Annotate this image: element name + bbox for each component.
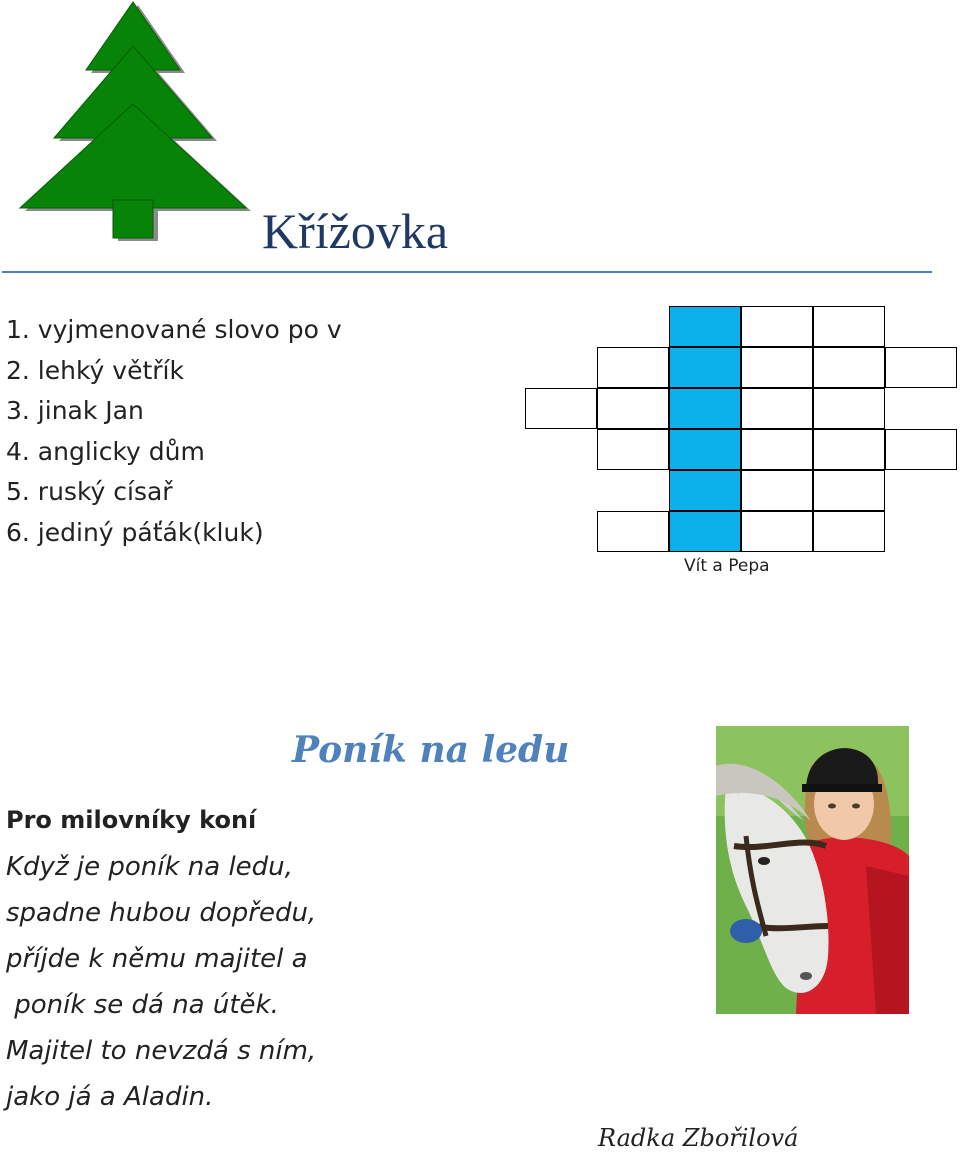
clue-list	[6, 310, 342, 554]
clue-item: 4. anglicky dům	[6, 436, 205, 466]
grid-cell[interactable]	[813, 470, 885, 511]
grid-cell[interactable]	[813, 511, 885, 552]
grid-cell[interactable]	[813, 388, 885, 429]
grid-key-cell[interactable]	[669, 470, 741, 511]
grid-cell[interactable]	[813, 347, 885, 388]
clue-item: 1. vyjmenované slovo po v	[6, 315, 342, 344]
grid-key-cell[interactable]	[669, 388, 741, 429]
grid-cell[interactable]	[597, 511, 669, 552]
grid-cell[interactable]	[813, 429, 885, 470]
page-title: Křížovka	[262, 203, 449, 259]
grid-cell[interactable]	[885, 429, 957, 470]
poem-title: Poník na ledu	[292, 729, 570, 771]
girl-with-pony-photo	[716, 726, 909, 1014]
grid-key-cell[interactable]	[669, 306, 741, 347]
grid-caption: Vít a Pepa	[684, 556, 770, 576]
author-signature: Radka Zbořilová	[598, 1124, 799, 1152]
grid-cell[interactable]	[741, 388, 813, 429]
christmas-tree-icon	[8, 0, 258, 245]
grid-cell[interactable]	[741, 347, 813, 388]
poem-line: spadne hubou dopředu,	[6, 898, 317, 928]
poem-line: poník se dá na útěk.	[6, 990, 279, 1020]
grid-cell[interactable]	[525, 388, 597, 429]
grid-key-cell[interactable]	[669, 347, 741, 388]
clue-item: 5. ruský císař	[6, 477, 173, 507]
clue-item: 3. jinak Jan	[6, 396, 144, 426]
grid-cell[interactable]	[741, 511, 813, 552]
grid-cell[interactable]	[741, 306, 813, 347]
grid-cell[interactable]	[597, 347, 669, 388]
poem-line: příjde k němu majitel a	[6, 944, 308, 974]
grid-cell[interactable]	[597, 429, 669, 470]
clue-item: 6. jediný páťák(kluk)	[6, 517, 264, 547]
grid-cell[interactable]	[741, 429, 813, 470]
clue-item: 2. lehký větřík	[6, 355, 184, 385]
grid-key-cell[interactable]	[669, 511, 741, 552]
grid-cell[interactable]	[741, 470, 813, 511]
grid-key-cell[interactable]	[669, 429, 741, 470]
poem-line: Majitel to nevzdá s ním,	[6, 1036, 317, 1066]
title-divider	[2, 271, 932, 273]
grid-cell[interactable]	[813, 306, 885, 347]
poem-line: Když je poník na ledu,	[6, 852, 293, 882]
grid-cell[interactable]	[597, 388, 669, 429]
poem-subtitle: Pro milovníky koní	[6, 806, 257, 834]
poem-line: jako já a Aladin.	[6, 1082, 214, 1112]
grid-cell[interactable]	[885, 347, 957, 388]
